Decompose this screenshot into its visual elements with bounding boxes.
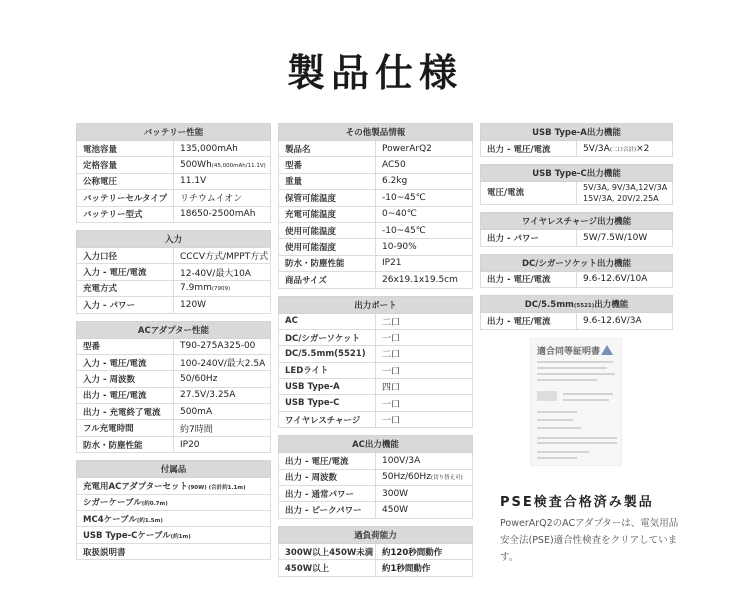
row-value: リチウムイオン xyxy=(174,190,271,206)
row-value: 一口 xyxy=(376,395,473,411)
row-value: 二口 xyxy=(376,313,473,329)
table-row xyxy=(279,469,473,485)
row-label: 入力 - 電圧/電流 xyxy=(77,354,174,370)
table-header: USB Type-C出力機能 xyxy=(481,165,673,182)
table-row xyxy=(279,313,473,329)
table-row xyxy=(77,511,271,527)
table-row xyxy=(279,255,473,271)
accessory-item: USB Type-Cケーブル(約1m) xyxy=(77,527,271,543)
table-row xyxy=(77,338,271,354)
table-header: その他製品情報 xyxy=(279,124,473,141)
row-value: -10~45℃ xyxy=(376,222,473,238)
table-row xyxy=(77,436,271,452)
spec-column-middle xyxy=(278,123,473,584)
row-value: 約120秒間動作 xyxy=(376,543,473,559)
other-info-table xyxy=(278,123,473,289)
accessory-item: 取扱説明書 xyxy=(77,543,271,559)
row-label: USB Type-C xyxy=(279,395,376,411)
row-label: USB Type-A xyxy=(279,379,376,395)
row-label: 出力 - ピークパワー xyxy=(279,502,376,518)
row-value: 50/60Hz xyxy=(174,371,271,387)
row-value: 120W xyxy=(174,297,271,313)
table-row xyxy=(279,272,473,288)
page-title: 製品仕様 xyxy=(286,51,463,95)
row-value: T90-275A325-00 xyxy=(174,338,271,354)
row-value: 二口 xyxy=(376,346,473,362)
row-value: 5W/7.5W/10W xyxy=(577,230,673,246)
table-row xyxy=(77,206,271,222)
row-value: 11.1V xyxy=(174,173,271,189)
usb-a-table xyxy=(480,123,673,157)
row-value: 26x19.1x19.5cm xyxy=(376,272,473,288)
table-row xyxy=(77,354,271,370)
row-value: IP21 xyxy=(376,255,473,271)
table-row xyxy=(279,543,473,559)
table-row xyxy=(279,395,473,411)
row-value: 300W xyxy=(376,486,473,502)
row-value: 9.6-12.6V/3A xyxy=(577,313,673,329)
row-label: フル充電時間 xyxy=(77,420,174,436)
table-row xyxy=(481,182,673,205)
table-row xyxy=(77,387,271,403)
row-label: バッテリーセルタイプ xyxy=(77,190,174,206)
row-value: 5V/3A(二口合計)×2 xyxy=(577,141,673,157)
row-label: 充電方式 xyxy=(77,280,174,296)
row-label: 出力 - 電圧/電流 xyxy=(481,271,577,287)
table-row xyxy=(77,371,271,387)
dc-cigar-table xyxy=(480,254,673,288)
row-label: 電圧/電流 xyxy=(481,182,577,205)
overload-table xyxy=(278,526,473,577)
row-label: 重量 xyxy=(279,173,376,189)
table-row xyxy=(279,486,473,502)
row-value: 18650-2500mAh xyxy=(174,206,271,222)
row-value: 一口 xyxy=(376,362,473,378)
row-label: 商品サイズ xyxy=(279,272,376,288)
table-row xyxy=(77,157,271,173)
row-label: 出力 - 周波数 xyxy=(279,469,376,485)
row-value: 50Hz/60Hz(切り替え可) xyxy=(376,469,473,485)
row-label: 450W以上 xyxy=(279,560,376,576)
table-header: DC/5.5mm(5521)出力機能 xyxy=(481,296,673,313)
table-row xyxy=(279,362,473,378)
row-value: 0~40℃ xyxy=(376,206,473,222)
row-label: バッテリー型式 xyxy=(77,206,174,222)
row-value: 450W xyxy=(376,502,473,518)
row-label: 電池容量 xyxy=(77,141,174,157)
row-label: 出力 - 電圧/電流 xyxy=(279,453,376,469)
row-value: 一口 xyxy=(376,329,473,345)
row-value: -10~45℃ xyxy=(376,190,473,206)
row-value: 5V/3A, 9V/3A,12V/3A 15V/3A, 20V/2.25A xyxy=(577,182,673,205)
spec-column-right xyxy=(480,123,673,337)
row-label: 型番 xyxy=(279,157,376,173)
row-label: 使用可能湿度 xyxy=(279,239,376,255)
table-row xyxy=(77,247,271,263)
table-row xyxy=(279,560,473,576)
table-row xyxy=(279,411,473,427)
table-header: DC/シガーソケット出力機能 xyxy=(481,254,673,271)
accessories-table xyxy=(76,460,271,560)
battery-table xyxy=(76,123,271,223)
certification-mark-icon xyxy=(601,345,613,355)
row-label: 公称電圧 xyxy=(77,173,174,189)
pse-title: PSE検査合格済み製品 xyxy=(500,495,654,510)
table-row xyxy=(279,453,473,469)
table-row xyxy=(279,157,473,173)
accessory-item: シガーケーブル(約0.7m) xyxy=(77,494,271,510)
row-label: 入力 - 周波数 xyxy=(77,371,174,387)
table-header: AC出力機能 xyxy=(279,436,473,453)
spec-column-left xyxy=(76,123,271,567)
table-header: 過負荷能力 xyxy=(279,526,473,543)
table-row xyxy=(279,239,473,255)
row-label: 防水・防塵性能 xyxy=(279,255,376,271)
table-header: バッテリー性能 xyxy=(77,124,271,141)
row-value: 10-90% xyxy=(376,239,473,255)
table-header: ワイヤレスチャージ出力機能 xyxy=(481,213,673,230)
table-row xyxy=(481,141,673,157)
table-row xyxy=(77,478,271,494)
accessory-item: 充電用ACアダプターセット(90W) (合計約1.1m) xyxy=(77,478,271,494)
table-row xyxy=(481,313,673,329)
table-row xyxy=(279,173,473,189)
row-value: 7.9mm(7909) xyxy=(174,280,271,296)
row-value: 約1秒間動作 xyxy=(376,560,473,576)
row-label: 出力 - パワー xyxy=(481,230,577,246)
row-label: 出力 - 電圧/電流 xyxy=(481,313,577,329)
row-value: 500Wh(45,000mAh/11.1V) xyxy=(174,157,271,173)
row-value: 500mA xyxy=(174,404,271,420)
row-label: DC/シガーソケット xyxy=(279,329,376,345)
ac-adapter-table xyxy=(76,321,271,454)
row-label: 防水・防塵性能 xyxy=(77,436,174,452)
table-header: 付属品 xyxy=(77,461,271,478)
row-label: 入力口径 xyxy=(77,247,174,263)
table-header: 出力ポート xyxy=(279,296,473,313)
row-label: 製品名 xyxy=(279,141,376,157)
table-row xyxy=(481,271,673,287)
row-label: AC xyxy=(279,313,376,329)
table-row xyxy=(77,543,271,559)
row-label: 保管可能温度 xyxy=(279,190,376,206)
pse-description: PowerArQ2のACアダプターは、電気用品安全法(PSE)適合性検査をクリアしています。 xyxy=(500,518,679,563)
row-label: 出力 - 電圧/電流 xyxy=(481,141,577,157)
table-row xyxy=(77,297,271,313)
table-row xyxy=(77,173,271,189)
row-label: DC/5.5mm(5521) xyxy=(279,346,376,362)
row-value: 100-240V/最大2.5A xyxy=(174,354,271,370)
table-row xyxy=(481,230,673,246)
ac-output-table xyxy=(278,435,473,519)
row-value: 100V/3A xyxy=(376,453,473,469)
table-header: USB Type-A出力機能 xyxy=(481,124,673,141)
table-row xyxy=(77,420,271,436)
row-value: 約7時間 xyxy=(174,420,271,436)
table-row xyxy=(279,379,473,395)
row-label: 入力 - 電圧/電流 xyxy=(77,264,174,280)
row-label: 充電可能温度 xyxy=(279,206,376,222)
accessory-item: MC4ケーブル(約1.5m) xyxy=(77,511,271,527)
table-header: 入力 xyxy=(77,230,271,247)
pse-certificate-image xyxy=(530,338,622,466)
row-label: 使用可能温度 xyxy=(279,222,376,238)
usb-c-table xyxy=(480,164,673,205)
table-row xyxy=(77,404,271,420)
table-row xyxy=(77,264,271,280)
row-label: 出力 - 充電終了電流 xyxy=(77,404,174,420)
row-label: 300W以上450W未満 xyxy=(279,543,376,559)
row-value: 27.5V/3.25A xyxy=(174,387,271,403)
table-header: ACアダプター性能 xyxy=(77,321,271,338)
certificate-title: 適合同等証明書 xyxy=(537,347,601,357)
row-value: AC50 xyxy=(376,157,473,173)
table-row xyxy=(77,527,271,543)
row-value: 四口 xyxy=(376,379,473,395)
table-row xyxy=(279,502,473,518)
output-ports-table xyxy=(278,296,473,429)
table-row xyxy=(279,346,473,362)
row-label: 定格容量 xyxy=(77,157,174,173)
row-label: 入力 - パワー xyxy=(77,297,174,313)
row-label: 出力 - 通常パワー xyxy=(279,486,376,502)
row-value: 6.2kg xyxy=(376,173,473,189)
row-value: 12-40V/最大10A xyxy=(174,264,271,280)
table-row xyxy=(279,190,473,206)
dc-55-table xyxy=(480,295,673,329)
wireless-table xyxy=(480,212,673,246)
table-row xyxy=(77,141,271,157)
table-row xyxy=(279,222,473,238)
input-table xyxy=(76,230,271,314)
row-value: 一口 xyxy=(376,411,473,427)
row-value: IP20 xyxy=(174,436,271,452)
table-row xyxy=(279,141,473,157)
row-label: 出力 - 電圧/電流 xyxy=(77,387,174,403)
row-label: 型番 xyxy=(77,338,174,354)
table-row xyxy=(77,190,271,206)
row-label: LEDライト xyxy=(279,362,376,378)
row-value: 9.6-12.6V/10A xyxy=(577,271,673,287)
table-row xyxy=(279,206,473,222)
table-row xyxy=(77,494,271,510)
table-row xyxy=(77,280,271,296)
row-value: PowerArQ2 xyxy=(376,141,473,157)
row-value: 135,000mAh xyxy=(174,141,271,157)
row-value: CCCV方式/MPPT方式 xyxy=(174,247,271,263)
table-row xyxy=(279,329,473,345)
row-label: ワイヤレスチャージ xyxy=(279,411,376,427)
